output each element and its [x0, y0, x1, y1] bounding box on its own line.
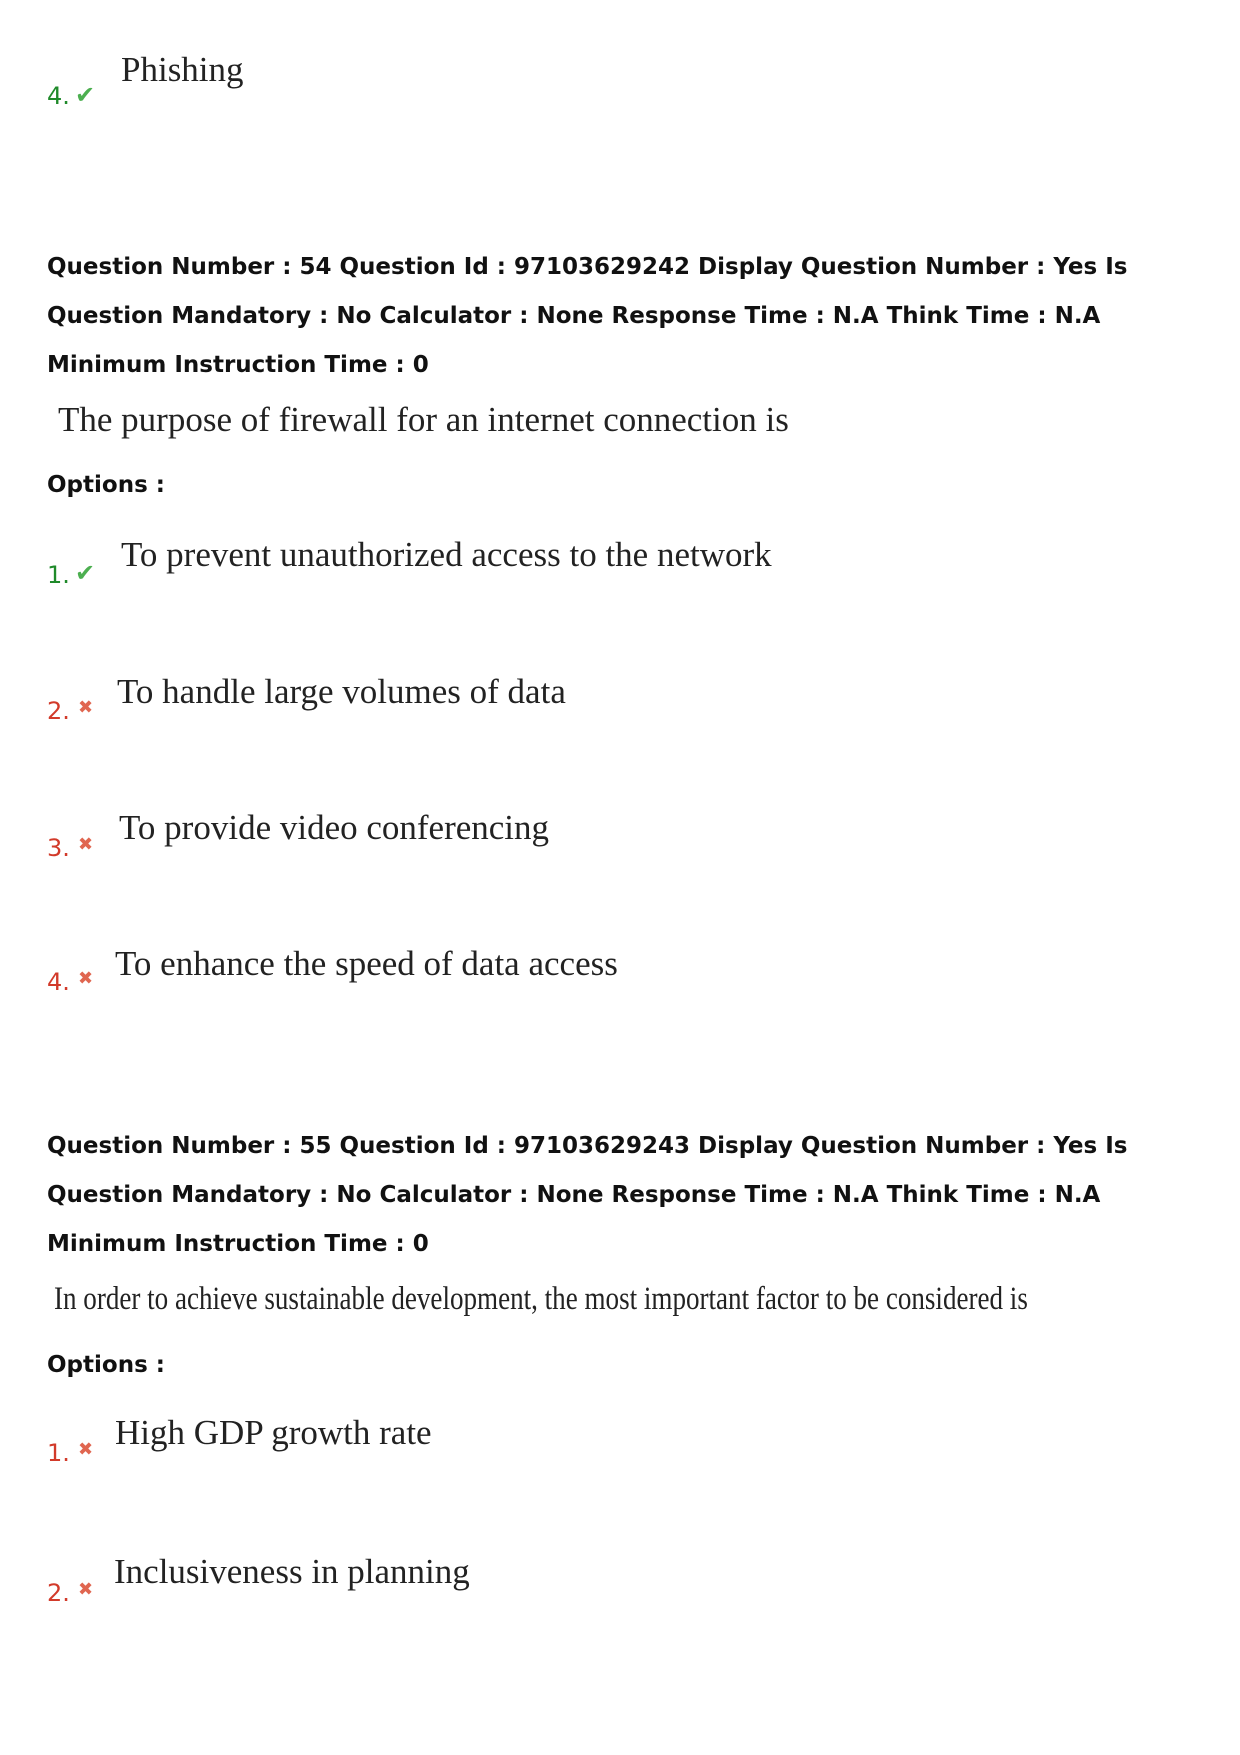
- option-number: 2.: [47, 697, 70, 725]
- cross-icon: ✖: [78, 697, 94, 718]
- option-text: To provide video conferencing: [119, 808, 550, 847]
- cross-icon: ✖: [78, 968, 94, 989]
- option-text: Phishing: [121, 50, 244, 89]
- cross-icon: ✖: [78, 834, 94, 855]
- option-text: To prevent unauthorized access to the network: [121, 535, 772, 574]
- option-row: [47, 1552, 947, 1612]
- question-text: The purpose of firewall for an internet connection is: [58, 400, 789, 439]
- option-text: High GDP growth rate: [115, 1413, 432, 1452]
- option-row: [47, 672, 947, 732]
- option-number: 2.: [47, 1579, 70, 1607]
- cross-icon: ✖: [78, 1439, 94, 1460]
- option-row: [47, 535, 947, 595]
- option-number: 3.: [47, 834, 70, 862]
- options-label: Options :: [47, 472, 165, 498]
- option-row: [47, 808, 947, 868]
- question-meta: Question Number : 54 Question Id : 97103629242 Display Question Number : Yes Is Question Mandatory : No Calculator : None Response Time : N.A Think Time : N.A Minimum Instruction Time : 0: [47, 254, 1128, 378]
- option-row: [47, 1413, 947, 1473]
- option-text: To handle large volumes of data: [117, 672, 566, 711]
- question-meta: Question Number : 55 Question Id : 97103629243 Display Question Number : Yes Is Question Mandatory : No Calculator : None Response Time : N.A Think Time : N.A Minimum Instruction Time : 0: [47, 1133, 1128, 1257]
- options-label: Options :: [47, 1352, 165, 1378]
- option-text: To enhance the speed of data access: [115, 944, 618, 983]
- option-number: 4.: [47, 82, 70, 110]
- question-text: In order to achieve sustainable development, the most important factor to be considered is: [54, 1281, 1028, 1317]
- option-row: [47, 50, 647, 120]
- option-number: 1.: [47, 561, 70, 589]
- option-number: 4.: [47, 968, 70, 996]
- check-icon: ✔: [75, 81, 96, 109]
- option-number: 1.: [47, 1439, 70, 1467]
- option-row: [47, 944, 947, 1004]
- option-text: Inclusiveness in planning: [114, 1552, 470, 1591]
- cross-icon: ✖: [78, 1579, 94, 1600]
- check-icon: ✔: [75, 559, 96, 587]
